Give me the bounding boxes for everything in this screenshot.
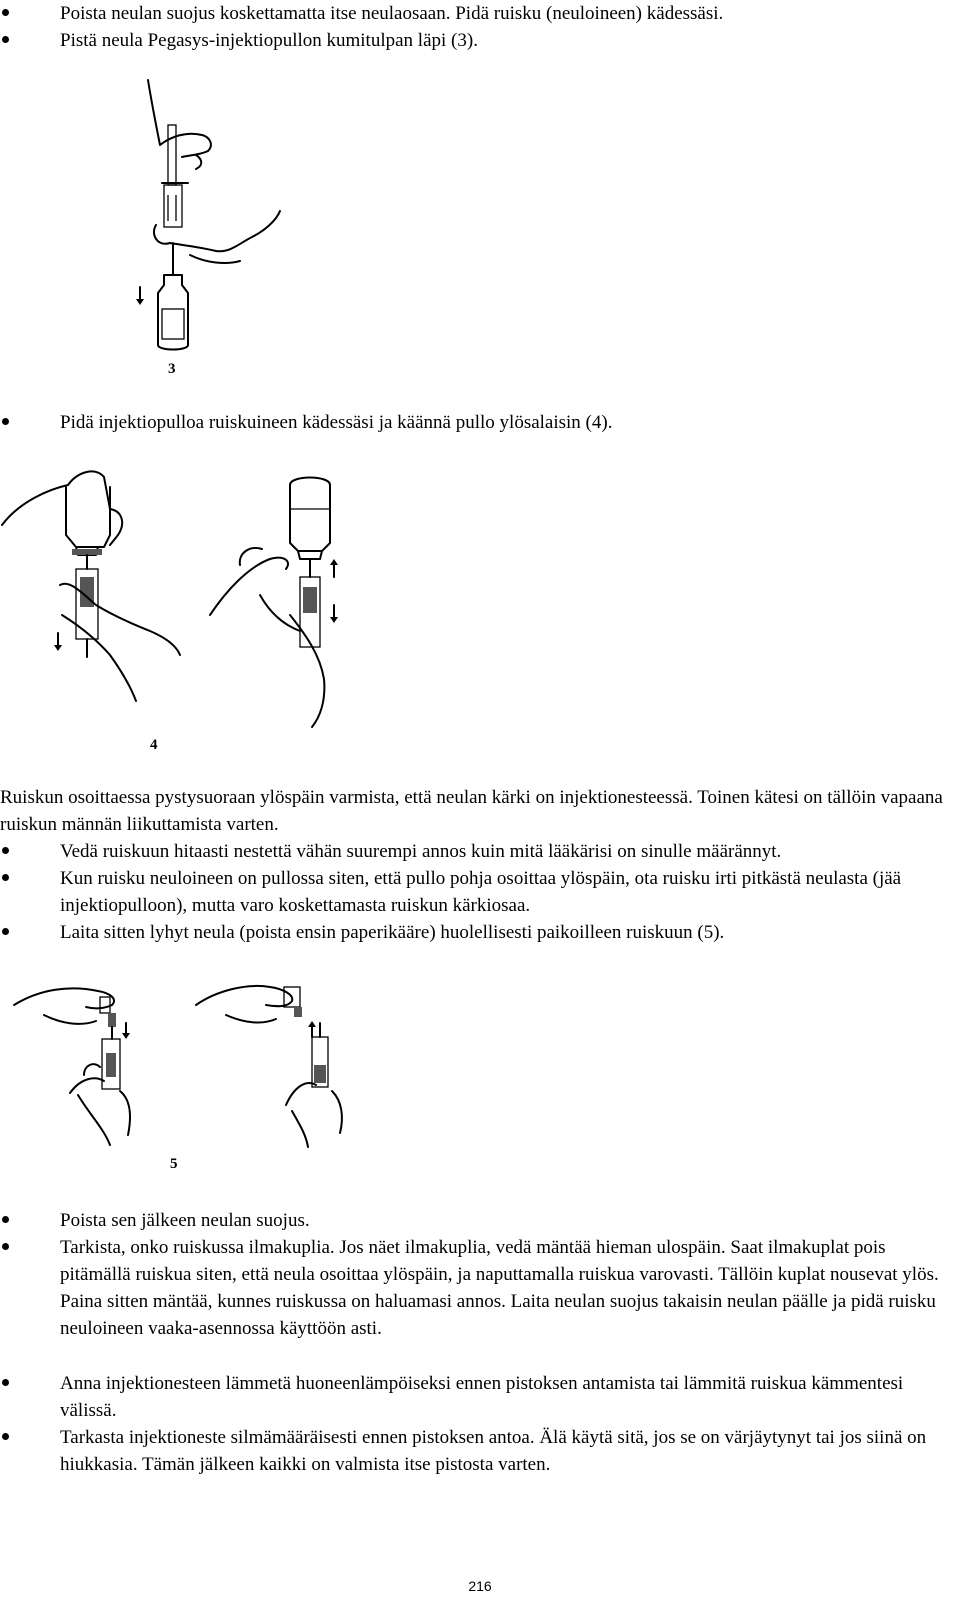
bullet-icon	[2, 36, 9, 43]
syringe-vial-illustration-icon	[130, 75, 290, 365]
list-item	[0, 838, 940, 865]
list-item	[0, 409, 940, 436]
figure-label: 5	[170, 1156, 178, 1172]
list-item-text: Pistä neula Pegasys-injektiopullon kumitulpan läpi (3).	[60, 30, 478, 51]
bullet-icon	[2, 847, 9, 854]
bullet-icon	[2, 874, 9, 881]
figure-label: 4	[150, 737, 158, 753]
bullet-icon	[2, 9, 9, 16]
figure-3-syringe-into-vial	[130, 75, 290, 377]
list-item-text: Pidä injektiopulloa ruiskuineen kädessäsi ja käännä pullo ylösalaisin (4).	[60, 412, 613, 433]
bullet-icon	[2, 418, 9, 425]
inverted-vial-illustration-icon	[0, 465, 360, 735]
list-item-text: Poista sen jälkeen neulan suojus.	[60, 1210, 310, 1231]
list-item-text: Tarkista, onko ruiskussa ilmakuplia. Jos näet ilmakuplia, vedä mäntää hieman ulospäin. Saat ilmakuplat pois pitämällä ruiskua siten, että neula osoittaa ylöspäin, ja naputtamalla ruiskua varovasti. Tällöin kuplat nousevat ylös. Paina sitten mäntää, kunnes ruiskussa on haluamasi annos. Laita neulan suojus takaisin neulan päälle ja pidä ruisku neuloineen vaaka-asennossa käyttöön asti.	[60, 1237, 939, 1339]
bullet-icon	[2, 1243, 9, 1250]
short-needle-illustration-icon	[0, 975, 360, 1175]
list-item	[0, 919, 940, 946]
figure-4-invert-vial	[0, 465, 360, 753]
list-item	[0, 27, 940, 54]
list-item	[0, 0, 940, 27]
bullet-icon	[2, 1216, 9, 1223]
bullet-icon	[2, 1433, 9, 1440]
list-item	[0, 1234, 940, 1342]
page-number: 216	[468, 1578, 492, 1594]
instruction-paragraph: Ruiskun osoittaessa pystysuoraan ylöspäin varmista, että neulan kärki on injektionesteessä. Toinen kätesi on tällöin vapaana ruiskun männän liikuttamista varten.	[0, 787, 943, 835]
figure-label: 3	[168, 361, 176, 377]
bullet-icon	[2, 1379, 9, 1386]
list-item-text: Kun ruisku neuloineen on pullossa siten, että pullo pohja osoittaa ylöspäin, ota ruisku irti pitkästä neulasta (jää injektiopulloon), mutta varo koskettamasta ruiskun kärkiosaa.	[60, 868, 902, 916]
list-item-text: Laita sitten lyhyt neula (poista ensin paperikääre) huolellisesti paikoilleen ruiskuun (5).	[60, 922, 725, 943]
list-item	[0, 1424, 940, 1478]
list-item	[0, 1207, 940, 1234]
bullet-icon	[2, 928, 9, 935]
list-item-text: Tarkasta injektioneste silmämääräisesti ennen pistoksen antoa. Älä käytä sitä, jos se on värjäytynyt tai jos siinä on hiukkasia. Tämän jälkeen kaikki on valmista itse pistosta varten.	[60, 1427, 927, 1475]
list-item-text: Vedä ruiskuun hitaasti nestettä vähän suurempi annos kuin mitä lääkärisi on sinulle määrännyt.	[60, 841, 782, 862]
list-item	[0, 1370, 940, 1424]
figure-5-attach-short-needle	[0, 975, 360, 1181]
list-item	[0, 865, 940, 919]
list-item-text: Poista neulan suojus koskettamatta itse neulaosaan. Pidä ruisku (neuloineen) kädessäsi.	[60, 3, 724, 24]
list-item-text: Anna injektionesteen lämmetä huoneenlämpöiseksi ennen pistoksen antamista tai lämmitä ruiskua kämmentesi välissä.	[60, 1373, 904, 1421]
